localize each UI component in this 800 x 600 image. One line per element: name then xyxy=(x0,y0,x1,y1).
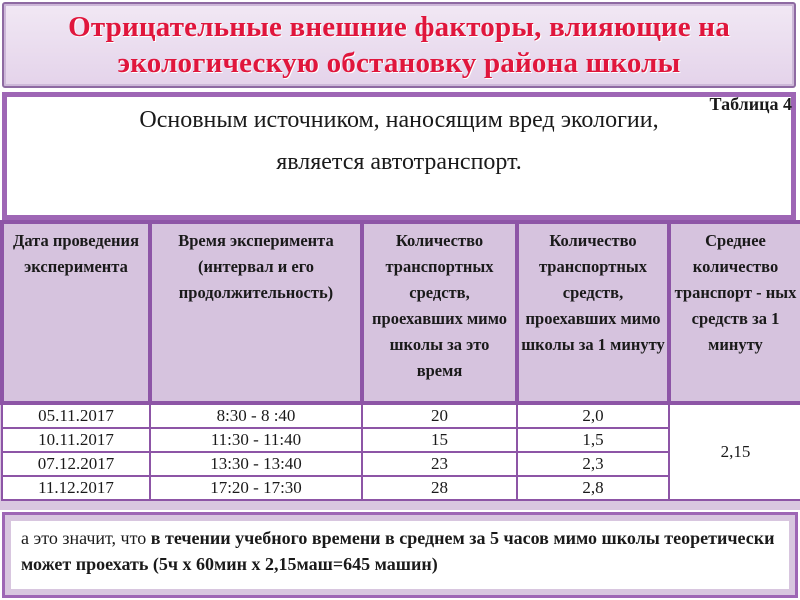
conclusion-text xyxy=(11,521,789,589)
cell-per-minute: 2,0 xyxy=(517,403,669,428)
data-table xyxy=(0,220,800,501)
cell-date: 10.11.2017 xyxy=(2,428,150,452)
conclusion-bold-text: в течении учебного времени в среднем за 5 часов мимо школы теоретически может проехать (5ч х 60мин х 2,15маш=645 машин) xyxy=(21,528,775,574)
cell-time: 13:30 - 13:40 xyxy=(150,452,362,476)
cell-count: 23 xyxy=(362,452,517,476)
cell-average: 2,15 xyxy=(669,403,800,500)
cell-date: 05.11.2017 xyxy=(2,403,150,428)
cell-per-minute: 2,3 xyxy=(517,452,669,476)
subtitle-box xyxy=(2,92,796,220)
table-header-row xyxy=(2,222,800,403)
title-banner xyxy=(2,2,796,88)
table-label: Таблица 4 xyxy=(709,94,792,114)
conclusion-box xyxy=(2,512,798,598)
cell-count: 20 xyxy=(362,403,517,428)
title-line-2: экологическую обстановку района школы xyxy=(117,47,681,79)
header-per-minute: Количество транспортных средств, проехавших мимо школы за 1 минуту xyxy=(517,222,669,403)
table-container xyxy=(0,220,800,510)
subtitle-line-2: является автотранспорт. xyxy=(276,149,522,175)
cell-time: 17:20 - 17:30 xyxy=(150,476,362,500)
cell-per-minute: 1,5 xyxy=(517,428,669,452)
conclusion-normal-text: а это значит, что xyxy=(21,528,151,548)
header-time: Время эксперимента (интервал и его продолжительность) xyxy=(150,222,362,403)
title-line-1: Отрицательные внешние факторы, влияющие на xyxy=(68,11,730,43)
subtitle-line-1: Основным источником, наносящим вред экологии, xyxy=(139,107,659,133)
cell-count: 15 xyxy=(362,428,517,452)
cell-count: 28 xyxy=(362,476,517,500)
cell-time: 11:30 - 11:40 xyxy=(150,428,362,452)
cell-date: 11.12.2017 xyxy=(2,476,150,500)
header-average: Среднее количество транспорт - ных средств за 1 минуту xyxy=(669,222,800,403)
cell-per-minute: 2,8 xyxy=(517,476,669,500)
header-count: Количество транспортных средств, проехавших мимо школы за это время xyxy=(362,222,517,403)
table-row xyxy=(2,403,800,428)
cell-time: 8:30 - 8 :40 xyxy=(150,403,362,428)
cell-date: 07.12.2017 xyxy=(2,452,150,476)
header-date: Дата проведения эксперимента xyxy=(2,222,150,403)
